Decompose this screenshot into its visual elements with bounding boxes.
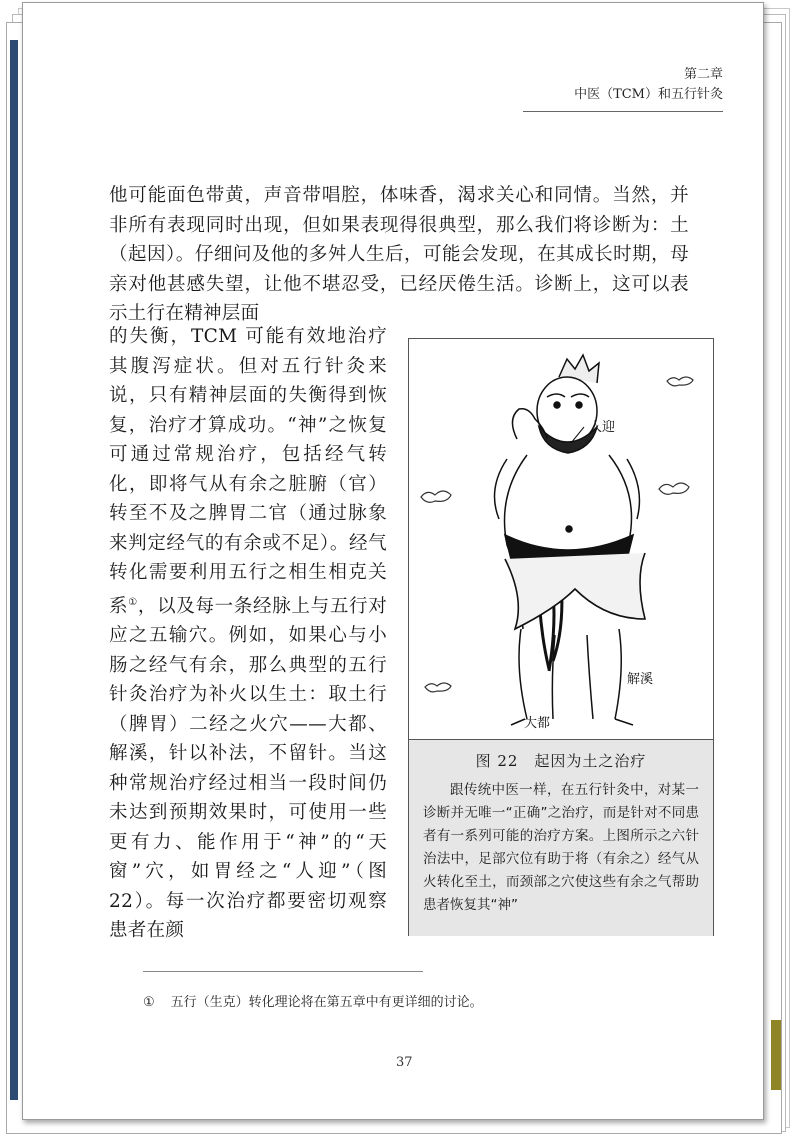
label-dadu: 大都 — [524, 716, 551, 731]
footnote-mark: ① — [143, 995, 155, 1010]
footnote-divider — [143, 971, 423, 972]
body-text-full-width: 他可能面色带黄，声音带唱腔，体味香，渴求关心和同情。当然，并非所有表现同时出现，但如果表现得很典型，那么我们将诊断为：土（起因）。仔细问及他的多舛人生后，可能会发现，在其成长时期，母亲对他甚感失望，让他不堪忍受，已经厌倦生活。诊断上，这可以表示土行在精神层面 — [109, 185, 689, 324]
book-spine-blue — [10, 40, 18, 1100]
body-text-part1: 的失衡，TCM 可能有效地治疗其腹泻症状。但对五行针灸来说，只有精神层面的失衡得到恢复，治疗才算成功。“神”之恢复可通过常规治疗，包括经气转化，即将气从有余之脏腑（官）转至不及之脾胃二官（通过脉象来判定经气的有余或不足）。经气转化需要利用五行之相生相克关系 — [109, 326, 387, 617]
figure-caption-box — [409, 739, 713, 936]
chapter-subtitle: 中医（TCM）和五行针灸 — [574, 87, 723, 102]
footnote — [143, 991, 483, 1010]
figure-loincloth — [505, 535, 645, 671]
acupuncture-figure-illustration — [409, 339, 713, 739]
body-paragraph-narrow — [109, 322, 387, 946]
body-text-part2: ，以及每一条经脉上与五行对应之五输穴。例如，如果心与小肠之经气有余，那么典型的五行针灸治疗为补火以生土：取土行（脾胃）二经之火穴——大都、解溪，针以补法，不留针。当这种常规治疗经过相当一段时间仍未达到预期效果时，可使用一些更有力、能作用于“神”的“天窗”穴，如胃经之“人迎”（图 22）。每一次治疗都要密切观察患者在颜 — [109, 595, 388, 942]
page-number: 37 — [396, 1055, 413, 1070]
book-page — [22, 2, 764, 1120]
figure-caption-title: 图 22 起因为土之治疗 — [475, 752, 647, 770]
book-spine-olive — [771, 1020, 781, 1090]
figure-22 — [408, 338, 714, 936]
chapter-label: 第二章 — [683, 67, 723, 82]
label-jiexi: 解溪 — [627, 672, 654, 687]
figure-legs — [511, 629, 633, 725]
footnote-text: 五行（生克）转化理论将在第五章中有更详细的讨论。 — [170, 995, 483, 1010]
figure-caption-text: 跟传统中医一样，在五行针灸中，对某一诊断并无唯一“正确”之治疗，而是针对不同患者有一系列可能的治疗方案。上图所示之六针治法中，足部穴位有助于将（有余之）经气从火转化至土，而颈部之穴使这些有余之气帮助患者恢复其“神” — [423, 782, 699, 913]
header-rule — [523, 111, 723, 112]
running-header — [574, 65, 723, 105]
label-renying: 人迎 — [589, 420, 616, 435]
body-paragraph-full — [109, 181, 689, 329]
footnote-reference[interactable]: ① — [128, 596, 138, 608]
